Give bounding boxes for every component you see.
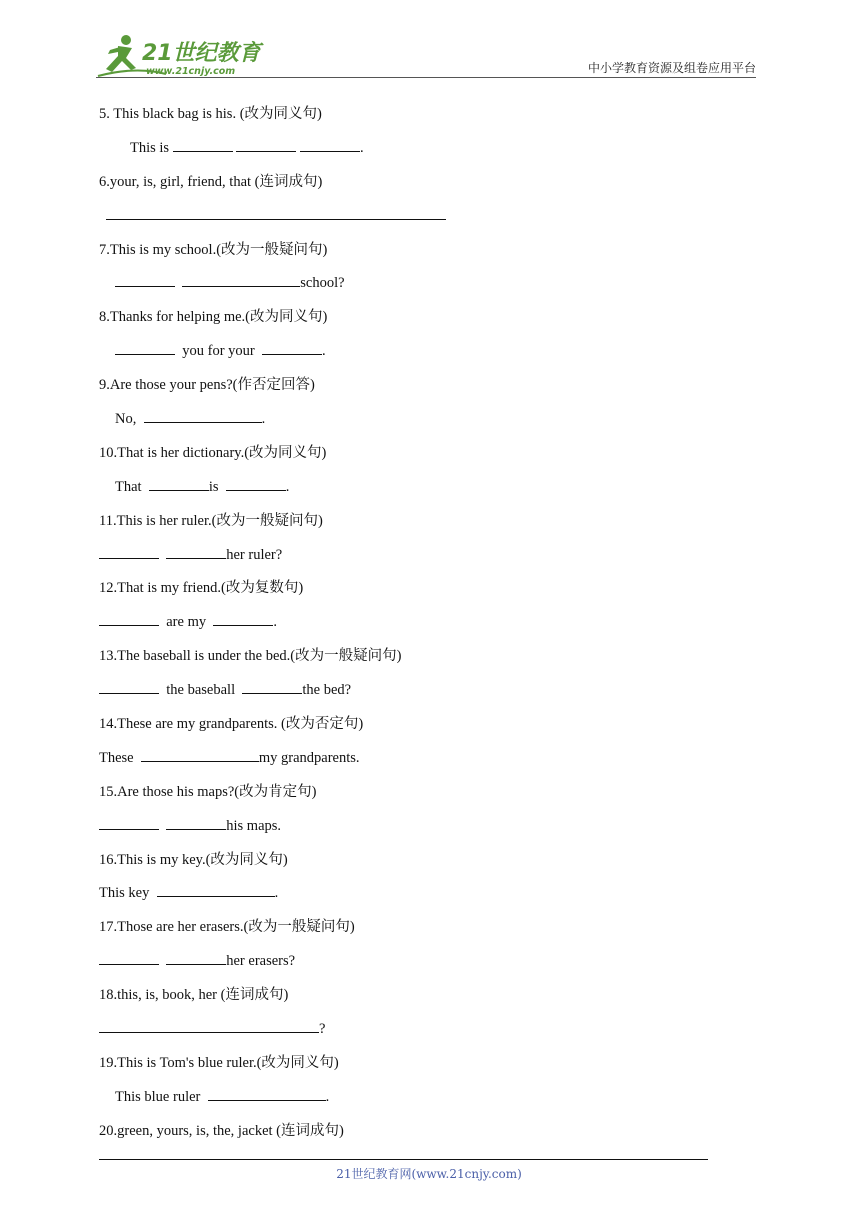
answer-blank[interactable] [173,137,233,152]
answer-line-5: This is . [99,136,739,170]
footer-text: 21世纪教育网(www.21cnjy.com) [336,1167,522,1181]
answer-line-7: school? [99,271,739,305]
question-19: 19.This is Tom's blue ruler.(改为同义句) [99,1054,339,1071]
answer-blank[interactable] [226,476,286,491]
answer-blank[interactable] [208,1086,326,1101]
answer-blank[interactable] [115,272,175,287]
question-13: 13.The baseball is under the bed.(改为一般疑问句) [99,648,402,665]
logo-url: www.21cnjy.com [146,66,236,77]
answer-blank[interactable] [166,815,226,830]
question-16: 16.This is my key.(改为同义句) [99,851,288,868]
answer-line-6 [99,204,739,238]
answer-blank[interactable] [99,611,159,626]
answer-line-9: No, . [99,407,739,441]
question-6: 6.your, is, girl, friend, that (连词成句) [99,173,323,190]
header-platform-text: 中小学教育资源及组卷应用平台 [587,61,756,75]
question-7: 7.This is my school.(改为一般疑问句) [99,241,328,258]
question-11: 11.This is her ruler.(改为一般疑问句) [99,512,323,529]
question-17: 17.Those are her erasers.(改为一般疑问句) [99,919,355,936]
answer-blank[interactable] [213,611,273,626]
logo [96,32,266,78]
logo-text: 21世纪教育 [142,41,261,66]
answer-line-17: her erasers? [99,949,739,983]
answer-line-11: her ruler? [99,543,739,577]
question-8: 8.Thanks for helping me.(改为同义句) [99,309,328,326]
answer-line-16: This key . [99,881,739,915]
answer-blank[interactable] [99,950,159,965]
footer-divider [99,1159,708,1160]
question-15: 15.Are those his maps?(改为肯定句) [99,783,317,800]
answer-blank[interactable] [166,950,226,965]
page-header [96,30,756,78]
answer-blank[interactable] [99,679,159,694]
answer-blank[interactable] [141,747,259,762]
answer-blank[interactable] [99,544,159,559]
answer-blank[interactable] [157,882,275,897]
question-10: 10.That is her dictionary.(改为同义句) [99,444,327,461]
answer-blank[interactable] [166,544,226,559]
question-20: 20.green, yours, is, the, jacket (连词成句) [99,1122,344,1139]
answer-blank[interactable] [242,679,302,694]
question-9: 9.Are those your pens?(作否定回答) [99,377,315,394]
answer-line-8: you for your . [99,339,739,373]
answer-line-13: the baseball the bed? [99,678,739,712]
answer-line-15: his maps. [99,814,739,848]
answer-blank[interactable] [149,476,209,491]
answer-line-10: That is . [99,475,739,509]
answer-blank[interactable] [115,340,175,355]
question-12: 12.That is my friend.(改为复数句) [99,580,304,597]
answer-blank[interactable] [144,408,262,423]
exercise-list [99,102,739,1153]
answer-line-18: ? [99,1017,739,1051]
answer-line-19: This blue ruler . [99,1085,739,1119]
answer-blank[interactable] [300,137,360,152]
question-18: 18.this, is, book, her (连词成句) [99,987,289,1004]
answer-blank[interactable] [182,272,300,287]
answer-blank[interactable] [262,340,322,355]
question-14: 14.These are my grandparents. (改为否定句) [99,716,364,733]
header-divider [96,77,756,78]
answer-blank[interactable] [99,815,159,830]
answer-line-12: are my . [99,610,739,644]
answer-blank[interactable] [236,137,296,152]
answer-blank[interactable] [106,205,446,220]
question-5: 5. This black bag is his. (改为同义句) [99,106,322,122]
answer-line-14: These my grandparents. [99,746,739,780]
answer-blank[interactable] [99,1018,319,1033]
